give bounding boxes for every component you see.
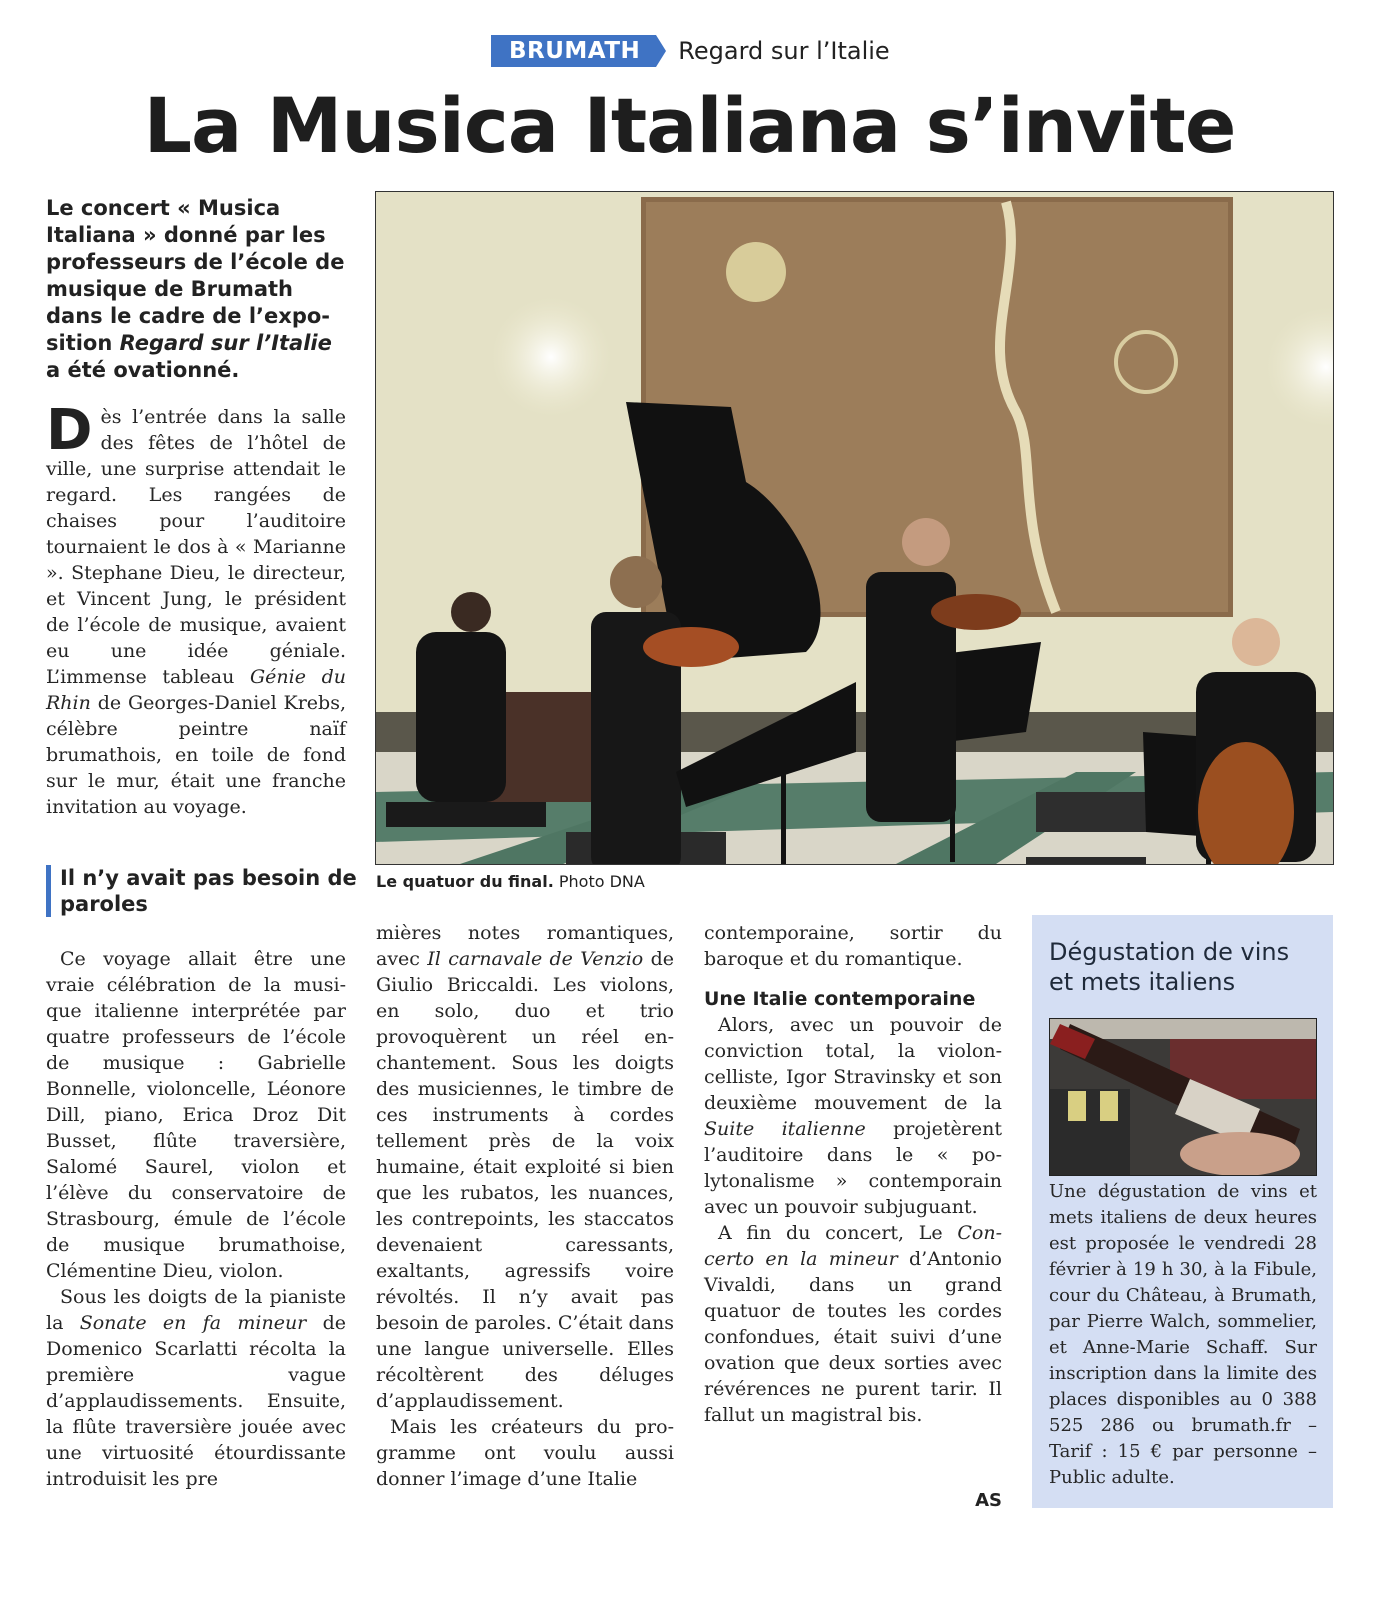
lead-text-end: a été ovationné. xyxy=(46,358,240,382)
sonata-title: Sonate en fa mineur xyxy=(79,1312,307,1334)
lead-text: Le concert « Musica Italiana » donné par les professeurs de l’école de musique de Brumath dans le cadre de l’exposition xyxy=(46,196,345,355)
paragraph-4-start: Mais les créateurs du programme ont voulu aussi donner l’image d’une Italie xyxy=(376,1416,674,1490)
concert-photo xyxy=(375,191,1334,865)
paragraph-3-start xyxy=(46,1284,346,1492)
text: Sous les doigts de la pianiste la xyxy=(46,1286,346,1334)
carnaval-title: Il carnavale de Venzio xyxy=(427,948,644,970)
text: mières notes romantiques, avec xyxy=(376,922,674,970)
author-initials: AS xyxy=(975,1490,1002,1511)
text: projetèrent l’auditoire dans le « polytonalisme » contemporain avec un pouvoir subjuguant. xyxy=(704,1118,1002,1218)
sidebar-title: Dégustation de vins et mets italiens xyxy=(1049,938,1290,996)
concert-photo-image xyxy=(376,192,1333,864)
wine-photo-image xyxy=(1050,1019,1316,1175)
text: A fin du concert, Le xyxy=(718,1222,958,1244)
subhead-contemporaine: Une Italie contemporaine xyxy=(704,988,976,1010)
article-column-2 xyxy=(376,920,674,1492)
paragraph-2: Ce voyage allait être une vraie célébration de la musique italienne interprétée par quatre professeurs de l’école de musique : Gabrielle Bonnelle, violoncelle, Léonore Dill, piano, Erica Droz Dit Busset, flûte traversière, Salomé Saurel, violon et l’élève du conservatoire de Strasbourg, émule de l’école de musique brumathoise, Clémentine Dieu, violon. xyxy=(46,948,346,1282)
sidebar-text: Une dégustation de vins et mets italiens de deux heures est proposée le vendredi 28 février à 19 h 30, à la Fibule, cour du Château, à Brumath, par Pierre Walch, sommelier, et Anne-Marie Schaff. Sur inscription dans la limite des places disponibles au 0 388 525 286 ou brumath.fr – Tarif : 15 € par personne – Public adulte. xyxy=(1049,1181,1317,1488)
suite-title: Suite italienne xyxy=(704,1118,866,1140)
article-column-3 xyxy=(704,920,1002,1428)
text: d’Antonio Vivaldi, dans un grand quatuor de toutes les cordes confondues, était suivi d’une ovation que deux sorties avec révérences ne purent tarir. Il fallut un magistral bis. xyxy=(704,1248,1002,1426)
paragraph-4-end: contemporaine, sortir du baroque et du romantique. xyxy=(704,922,1002,970)
paragraph-5 xyxy=(704,1012,1002,1220)
article-column-1 xyxy=(46,946,346,1492)
lead-paragraph xyxy=(46,195,346,384)
text: Alors, avec un pouvoir de conviction total, la violoncelliste, Igor Stravinsky et son deuxième mouvement de la xyxy=(704,1014,1002,1114)
section-tag: BRUMATH xyxy=(491,35,656,67)
paragraph-3-end: de Giulio Briccaldi. Les violons, en solo, duo et trio provoquèrent un réel enchantement. Sous les doigts des musiciennes, le timbre de ces instruments à cordes tellement près de la voix humaine, était exploité si bien que les rubatos, les nuances, les contrepoints, les staccatos devenaient caressants, exaltants, agressifs voire révoltés. Il n’y avait pas besoin de paroles. C’était dans une langue universelle. Elles récoltèrent des déluges d’applaudissement. xyxy=(376,948,674,1412)
paragraph-1-end: de Georges-Daniel Krebs, célèbre peintre naïf brumathois, en toile de fond sur le mur, était une franche invitation au voyage. xyxy=(46,692,346,818)
painting-title: Génie du Rhin xyxy=(46,666,347,714)
photo-caption xyxy=(376,872,645,891)
lead-exhibition-title: Regard sur l’Italie xyxy=(119,331,332,355)
dropcap: D xyxy=(46,398,93,463)
sidebar-box xyxy=(1032,915,1333,1508)
rubric: Regard sur l’Italie xyxy=(678,37,890,65)
concerto-title: Concerto en la mineur xyxy=(704,1222,1002,1270)
wine-photo xyxy=(1049,1018,1317,1176)
photo-credit: Photo DNA xyxy=(553,872,645,891)
text: de Domenico Scarlatti récolta la première vague d’applaudissements. Ensuite, la flûte traversière jouée avec une virtuosité étourdissante introduisit les pre xyxy=(46,1312,346,1490)
caption-text: Le quatuor du final. xyxy=(376,872,554,891)
paragraph-1: ès l’entrée dans la salle des fêtes de l’hôtel de ville, une surprise attendait le regard. Les rangées de chaises pour l’auditoire tournaient le dos à « Marianne ». Stephane Dieu, le directeur, et Vincent Jung, le président de l’école de musique, avaient eu une idée géniale. L’immense tableau xyxy=(46,406,346,688)
subhead-paroles: Il n’y avait pas besoin de paroles xyxy=(46,865,360,917)
kicker xyxy=(491,35,890,67)
article-intro xyxy=(46,398,347,820)
paragraph-6 xyxy=(704,1220,1002,1428)
headline: La Musica Italiana s’invite xyxy=(143,81,1236,170)
